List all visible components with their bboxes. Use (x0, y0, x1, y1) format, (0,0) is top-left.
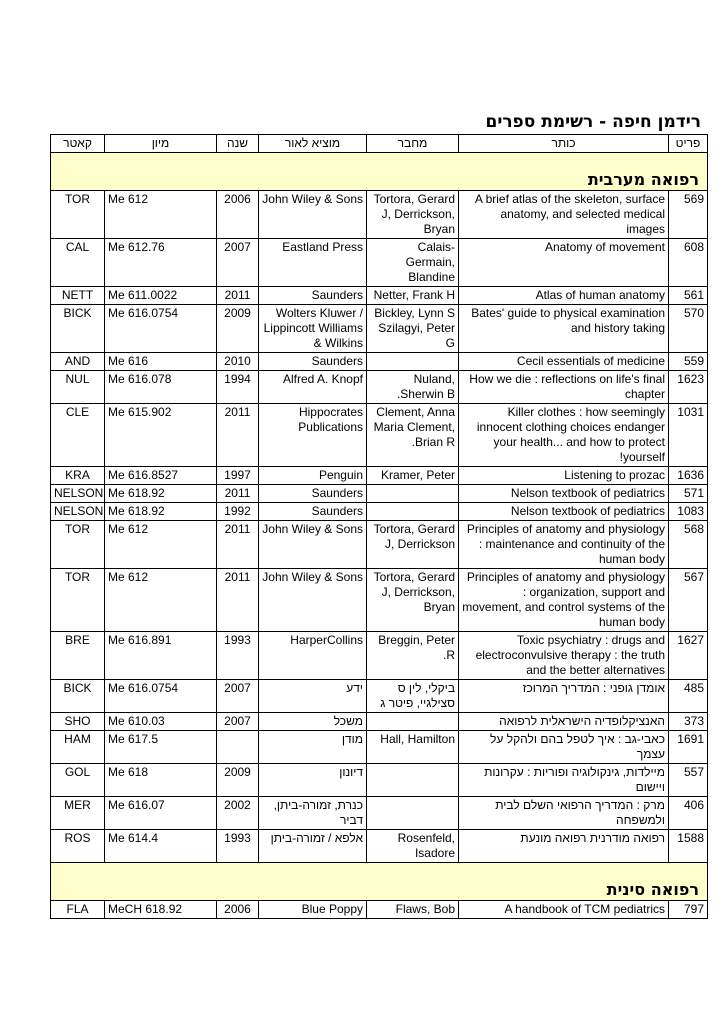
publisher-cell: ידע (259, 680, 367, 713)
table-row (51, 371, 708, 404)
year-cell: 2011 (217, 485, 259, 503)
publisher-cell: John Wiley & Sons (259, 521, 367, 569)
section-header-row (51, 153, 708, 191)
header-publisher: מוציא לאור (259, 135, 367, 153)
catalog-cell: TOR (51, 569, 105, 632)
classification-cell: Me 616.07 (105, 797, 217, 830)
catalog-cell: CAL (51, 239, 105, 287)
table-row (51, 191, 708, 239)
item-number-cell: 485 (669, 680, 708, 713)
publisher-cell: Alfred A. Knopf (259, 371, 367, 404)
table-header-row (51, 135, 708, 153)
classification-cell: Me 612 (105, 191, 217, 239)
title-cell: מיילדות, גינקולוגיה ופוריות : עקרונות ויישום (459, 764, 669, 797)
year-cell: 1993 (217, 632, 259, 680)
year-cell: 2007 (217, 680, 259, 713)
classification-cell: Me 616.0754 (105, 305, 217, 353)
title-cell: Bates' guide to physical examination and history taking (459, 305, 669, 353)
year-cell: 2009 (217, 305, 259, 353)
author-cell (367, 353, 459, 371)
publisher-cell: Eastland Press (259, 239, 367, 287)
catalog-cell: BICK (51, 680, 105, 713)
table-row (51, 305, 708, 353)
classification-cell: Me 617.5 (105, 731, 217, 764)
author-cell: Nuland, Sherwin B. (367, 371, 459, 404)
table-row (51, 764, 708, 797)
catalog-cell: MER (51, 797, 105, 830)
year-cell: 2009 (217, 764, 259, 797)
author-cell: Bickley, Lynn S Szilagyi, Peter G (367, 305, 459, 353)
section-header-row (51, 863, 708, 901)
title-cell: Cecil essentials of medicine (459, 353, 669, 371)
author-cell: Hall, Hamilton (367, 731, 459, 764)
publisher-cell: Wolters Kluwer / Lippincott Williams & Wilkins (259, 305, 367, 353)
header-classification: מיון (105, 135, 217, 153)
books-table (50, 134, 708, 919)
classification-cell: Me 616.0754 (105, 680, 217, 713)
table-row (51, 797, 708, 830)
publisher-cell: John Wiley & Sons (259, 191, 367, 239)
title-cell: Nelson textbook of pediatrics (459, 485, 669, 503)
year-cell: 2011 (217, 404, 259, 467)
year-cell: 1992 (217, 503, 259, 521)
year-cell: 2006 (217, 901, 259, 919)
year-cell: 2006 (217, 191, 259, 239)
publisher-cell: דיונון (259, 764, 367, 797)
item-number-cell: 1636 (669, 467, 708, 485)
table-row (51, 485, 708, 503)
publisher-cell: Penguin (259, 467, 367, 485)
author-cell: Netter, Frank H (367, 287, 459, 305)
catalog-cell: NUL (51, 371, 105, 404)
author-cell: Calais-Germain, Blandine (367, 239, 459, 287)
section-title: רפואה סינית (51, 863, 708, 901)
author-cell: Tortora, Gerard J, Derrickson, Bryan (367, 569, 459, 632)
table-row (51, 467, 708, 485)
document-title: רידמן חיפה - רשימת ספרים (485, 112, 701, 132)
classification-cell: Me 610.03 (105, 713, 217, 731)
catalog-cell: AND (51, 353, 105, 371)
author-cell: Flaws, Bob (367, 901, 459, 919)
catalog-cell: TOR (51, 521, 105, 569)
title-cell: אומדן גופני : המדריך המרוכז (459, 680, 669, 713)
author-cell (367, 764, 459, 797)
classification-cell: MeCH 618.92 (105, 901, 217, 919)
header-item: פריט (669, 135, 708, 153)
catalog-cell: KRA (51, 467, 105, 485)
catalog-cell: GOL (51, 764, 105, 797)
title-cell: A brief atlas of the skeleton, surface anatomy, and selected medical images (459, 191, 669, 239)
publisher-cell: Saunders (259, 353, 367, 371)
year-cell: 2010 (217, 353, 259, 371)
classification-cell: Me 618 (105, 764, 217, 797)
catalog-cell: BICK (51, 305, 105, 353)
title-cell: How we die : reflections on life's final chapter (459, 371, 669, 404)
item-number-cell: 373 (669, 713, 708, 731)
header-catalog: קאטר (51, 135, 105, 153)
publisher-cell: Blue Poppy (259, 901, 367, 919)
author-cell: Clement, Anna Maria Clement, Brian R. (367, 404, 459, 467)
year-cell: 2007 (217, 713, 259, 731)
author-cell: Kramer, Peter (367, 467, 459, 485)
publisher-cell: John Wiley & Sons (259, 569, 367, 632)
catalog-cell: NETT (51, 287, 105, 305)
title-cell: כאבי-גב : איך לטפל בהם ולהקל על עצמך (459, 731, 669, 764)
publisher-cell: Saunders (259, 287, 367, 305)
title-cell: האנציקלופדיה הישראלית לרפואה (459, 713, 669, 731)
classification-cell: Me 618.92 (105, 485, 217, 503)
classification-cell: Me 615.902 (105, 404, 217, 467)
item-number-cell: 1623 (669, 371, 708, 404)
item-number-cell: 559 (669, 353, 708, 371)
year-cell: 2002 (217, 797, 259, 830)
publisher-cell: אלפא / זמורה-ביתן (259, 830, 367, 863)
classification-cell: Me 618.92 (105, 503, 217, 521)
catalog-cell: HAM (51, 731, 105, 764)
table-row (51, 404, 708, 467)
year-cell: 2011 (217, 287, 259, 305)
author-cell (367, 797, 459, 830)
year-cell (217, 731, 259, 764)
table-row (51, 901, 708, 919)
item-number-cell: 1691 (669, 731, 708, 764)
header-author: מחבר (367, 135, 459, 153)
item-number-cell: 557 (669, 764, 708, 797)
publisher-cell: כנרת, זמורה-ביתן, דביר (259, 797, 367, 830)
publisher-cell: מודן (259, 731, 367, 764)
item-number-cell: 406 (669, 797, 708, 830)
publisher-cell: משכל (259, 713, 367, 731)
table-row (51, 713, 708, 731)
catalog-cell: ROS (51, 830, 105, 863)
catalog-cell: NELSON (51, 485, 105, 503)
classification-cell: Me 612 (105, 521, 217, 569)
author-cell: Tortora, Gerard J, Derrickson (367, 521, 459, 569)
item-number-cell: 567 (669, 569, 708, 632)
item-number-cell: 1083 (669, 503, 708, 521)
title-cell: A handbook of TCM pediatrics (459, 901, 669, 919)
section-title: רפואה מערבית (51, 153, 708, 191)
title-cell: רפואה מודרנית רפואה מונעת (459, 830, 669, 863)
classification-cell: Me 616 (105, 353, 217, 371)
table-row (51, 632, 708, 680)
item-number-cell: 1031 (669, 404, 708, 467)
year-cell: 2011 (217, 521, 259, 569)
table-row (51, 353, 708, 371)
table-row (51, 830, 708, 863)
table-row (51, 503, 708, 521)
item-number-cell: 569 (669, 191, 708, 239)
year-cell: 2007 (217, 239, 259, 287)
classification-cell: Me 616.078 (105, 371, 217, 404)
title-cell: מרק : המדריך הרפואי השלם לבית ולמשפחה (459, 797, 669, 830)
classification-cell: Me 612 (105, 569, 217, 632)
publisher-cell: Hippocrates Publications (259, 404, 367, 467)
table-row (51, 521, 708, 569)
catalog-cell: CLE (51, 404, 105, 467)
classification-cell: Me 616.8527 (105, 467, 217, 485)
year-cell: 2011 (217, 569, 259, 632)
author-cell: Rosenfeld, Isadore (367, 830, 459, 863)
table-row (51, 239, 708, 287)
header-title: כותר (459, 135, 669, 153)
year-cell: 1993 (217, 830, 259, 863)
author-cell: ביקלי, לין ס סצילגיי, פיטר ג (367, 680, 459, 713)
title-cell: Nelson textbook of pediatrics (459, 503, 669, 521)
title-cell: Listening to prozac (459, 467, 669, 485)
classification-cell: Me 611.0022 (105, 287, 217, 305)
header-year: שנה (217, 135, 259, 153)
author-cell: Tortora, Gerard J, Derrickson, Bryan (367, 191, 459, 239)
title-cell: Principles of anatomy and physiology : maintenance and continuity of the human body (459, 521, 669, 569)
item-number-cell: 608 (669, 239, 708, 287)
author-cell (367, 713, 459, 731)
publisher-cell: Saunders (259, 503, 367, 521)
title-cell: Toxic psychiatry : drugs and electroconvulsive therapy : the truth and the better alternatives (459, 632, 669, 680)
year-cell: 1994 (217, 371, 259, 404)
classification-cell: Me 614.4 (105, 830, 217, 863)
title-cell: Atlas of human anatomy (459, 287, 669, 305)
item-number-cell: 1627 (669, 632, 708, 680)
title-cell: Killer clothes : how seemingly innocent clothing choices endanger your health... and how to protect yourself! (459, 404, 669, 467)
item-number-cell: 570 (669, 305, 708, 353)
title-cell: Anatomy of movement (459, 239, 669, 287)
publisher-cell: Saunders (259, 485, 367, 503)
publisher-cell: HarperCollins (259, 632, 367, 680)
item-number-cell: 797 (669, 901, 708, 919)
author-cell (367, 485, 459, 503)
table-body (51, 153, 708, 919)
item-number-cell: 561 (669, 287, 708, 305)
item-number-cell: 568 (669, 521, 708, 569)
author-cell: Breggin, Peter R. (367, 632, 459, 680)
catalog-cell: FLA (51, 901, 105, 919)
catalog-cell: BRE (51, 632, 105, 680)
item-number-cell: 571 (669, 485, 708, 503)
table-row (51, 731, 708, 764)
catalog-cell: TOR (51, 191, 105, 239)
table-row (51, 287, 708, 305)
item-number-cell: 1588 (669, 830, 708, 863)
table-row (51, 569, 708, 632)
year-cell: 1997 (217, 467, 259, 485)
classification-cell: Me 616.891 (105, 632, 217, 680)
table-row (51, 680, 708, 713)
title-cell: Principles of anatomy and physiology : organization, support and movement, and control systems of the human body (459, 569, 669, 632)
author-cell (367, 503, 459, 521)
classification-cell: Me 612.76 (105, 239, 217, 287)
catalog-cell: SHO (51, 713, 105, 731)
catalog-cell: NELSON (51, 503, 105, 521)
